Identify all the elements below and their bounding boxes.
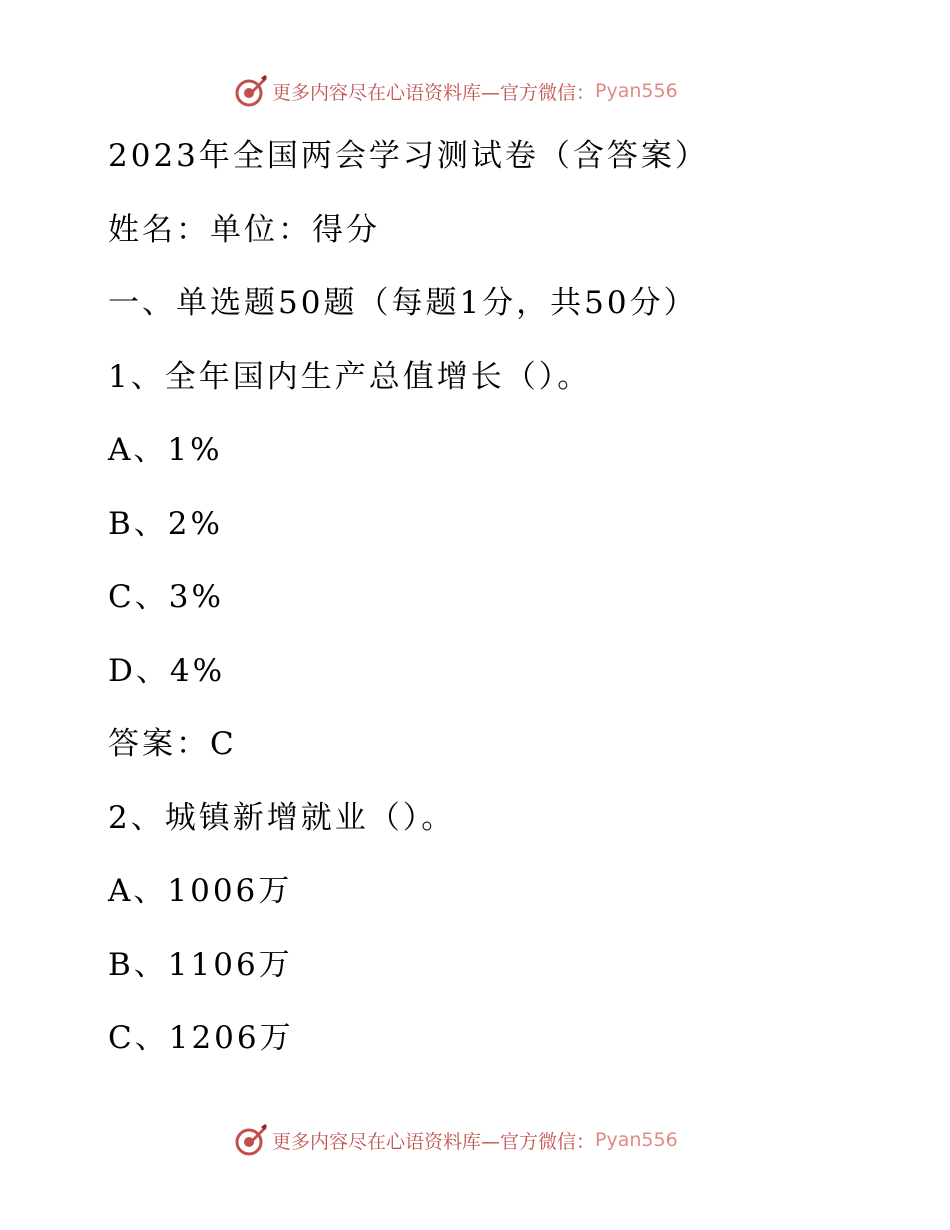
- option-c: C、1206万: [108, 1020, 294, 1056]
- info-line: 姓名：单位：得分: [108, 211, 380, 248]
- header-watermark: [234, 73, 678, 109]
- answer-line: 答案：C: [108, 726, 237, 762]
- option-a: A、1%: [108, 432, 223, 468]
- watermark-wechat-id: Pyan556: [595, 1129, 678, 1151]
- watermark-wechat-id: Pyan556: [595, 80, 678, 102]
- option-b: B、1106万: [108, 946, 293, 983]
- question-stem: 2、城镇新增就业（）。: [108, 799, 456, 836]
- watermark-text: 更多内容尽在心语资料库—官方微信：: [272, 81, 596, 104]
- option-c: C、3%: [108, 579, 224, 615]
- watermark-text: 更多内容尽在心语资料库—官方微信：: [272, 1130, 596, 1153]
- document-title: 2023年全国两会学习测试卷（含答案）: [108, 138, 709, 174]
- question-stem: 1、全年国内生产总值增长（）。: [108, 358, 592, 395]
- option-a: A、1006万: [108, 873, 293, 909]
- option-b: B、2%: [108, 505, 223, 542]
- question-2: [108, 782, 888, 1076]
- option-d: D、4%: [108, 652, 226, 689]
- footer-watermark: [234, 1122, 678, 1158]
- section-heading: 一、单选题50题（每题1分，共50分）: [108, 285, 698, 321]
- document-body: [108, 120, 888, 1076]
- quill-pen-logo-icon: [234, 74, 268, 108]
- question-1: [108, 341, 888, 782]
- quill-pen-logo-icon: [234, 1123, 268, 1157]
